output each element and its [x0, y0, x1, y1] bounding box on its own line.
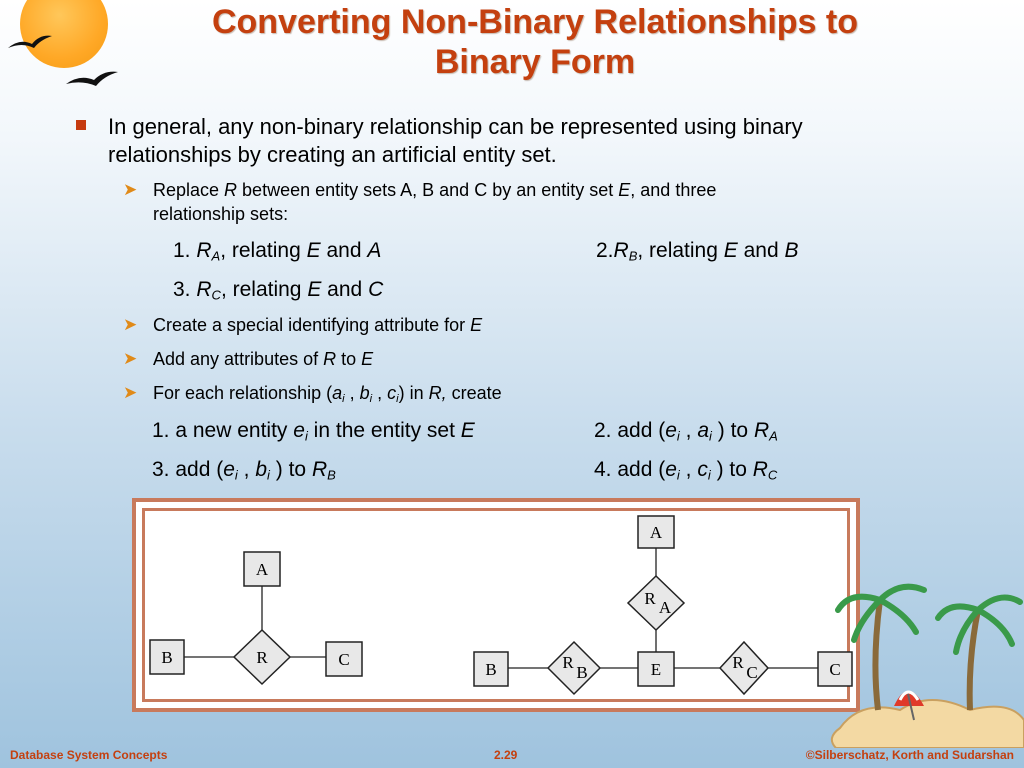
main-bullet-line-1: In general, any non-binary relationship can be represented using binary: [108, 114, 803, 139]
slide-title: [150, 2, 920, 82]
left-entity-a: [244, 552, 280, 586]
rel3-sub: C: [211, 287, 221, 303]
step2-pre: 2. add (: [594, 419, 666, 442]
identifying-text: Create a special identifying attribute for: [153, 315, 471, 335]
rel1-num: 1.: [173, 239, 197, 262]
rel1-and: and: [320, 239, 368, 262]
right-entity-c-label: C: [829, 660, 841, 679]
rel3-e: E: [307, 278, 322, 301]
each-sep2: ,: [372, 383, 388, 403]
attrs-pre: Add any attributes of: [153, 349, 324, 369]
right-entity-b: [474, 652, 508, 686]
step4-i1: i: [676, 467, 680, 483]
step-1: [152, 419, 475, 443]
rel3-and: and: [321, 278, 369, 301]
rel2-r: R: [613, 239, 629, 262]
replace-r: R: [224, 180, 238, 200]
each-i2: i: [369, 392, 373, 405]
rb-label: R: [562, 653, 574, 672]
rel1-e: E: [306, 239, 321, 262]
replace-e: E: [618, 180, 631, 200]
step4-pre: 4. add (: [594, 458, 666, 481]
step2-a: a: [697, 419, 710, 442]
step1-E: E: [460, 419, 475, 442]
step4-r: R: [752, 458, 768, 481]
arrow-bullet-icon: ➤: [123, 315, 138, 334]
arrow-bullet-icon: ➤: [123, 349, 138, 368]
step3-e: e: [223, 458, 235, 481]
right-entity-a-label: A: [649, 523, 663, 542]
step2-sub: A: [769, 428, 778, 444]
step4-i2: i: [707, 467, 711, 483]
right-entity-e-label: E: [650, 660, 662, 679]
replace-pre: Replace: [153, 180, 225, 200]
each-a: a: [332, 383, 343, 403]
arrow-bullet-icon: ➤: [123, 180, 138, 199]
replace-post: , and three: [630, 180, 717, 200]
relationship-set-1: [173, 239, 381, 263]
rc-label: R: [732, 653, 744, 672]
each-pre: For each relationship (: [153, 383, 333, 403]
step-4: [594, 458, 777, 482]
each-post: create: [446, 383, 502, 403]
rel1-mid: , relating: [220, 239, 307, 262]
rc-sub-label: C: [746, 663, 758, 682]
attrs-mid: to: [336, 349, 362, 369]
step3-pre: 3. add (: [152, 458, 224, 481]
right-relationship-rb: [548, 642, 600, 694]
each-b: b: [359, 383, 370, 403]
right-entity-e: [638, 652, 674, 686]
footer-copyright: ©Silberschatz, Korth and Sudarshan: [805, 748, 1014, 762]
relationship-set-3: [173, 278, 383, 302]
right-relationship-ra: [628, 576, 684, 630]
left-entity-c: [326, 642, 362, 676]
step2-sep: ,: [679, 419, 698, 442]
right-entity-b-label: B: [485, 660, 497, 679]
identifying-e: E: [470, 315, 483, 335]
attrs-e: E: [361, 349, 374, 369]
step4-c: c: [697, 458, 708, 481]
left-entity-a-label: A: [255, 560, 269, 579]
step4-sep: ,: [679, 458, 698, 481]
each-i1: i: [342, 392, 345, 405]
footer-page-number: 2.29: [494, 748, 518, 762]
rel1-r: R: [196, 239, 212, 262]
arrow-bullet-icon: ➤: [123, 383, 138, 402]
step-2: [594, 419, 778, 443]
step3-sep: ,: [237, 458, 256, 481]
step3-b: b: [255, 458, 268, 481]
step3-i2: i: [267, 467, 270, 483]
ra-label: R: [644, 589, 656, 608]
each-sep1: ,: [344, 383, 360, 403]
right-relationship-rc: [720, 642, 768, 694]
step3-sub: B: [327, 467, 336, 483]
rel3-r: R: [196, 278, 212, 301]
title-line-1: Converting Non-Binary Relationships to: [211, 3, 859, 41]
rel2-sub: B: [628, 248, 638, 264]
rel1-sub: A: [211, 248, 221, 264]
rel2-and: and: [737, 239, 785, 262]
step4-e: e: [665, 458, 677, 481]
rel1-x: A: [367, 239, 382, 262]
rel2-num: 2.: [596, 239, 614, 262]
attrs-r: R: [323, 349, 337, 369]
left-entity-c-label: C: [338, 650, 350, 669]
step-3: [152, 458, 336, 482]
step3-close: ) to: [269, 458, 312, 481]
replace-line-2: relationship sets:: [153, 204, 289, 224]
er-diagram-figure: [132, 498, 860, 712]
ra-sub-label: A: [658, 598, 672, 617]
step1-i: i: [304, 428, 308, 444]
er-diagram-svg: [136, 502, 856, 708]
step2-i1: i: [676, 428, 680, 444]
left-relationship-r: [234, 630, 290, 684]
bird-icon: [0, 30, 130, 100]
rel2-e: E: [723, 239, 738, 262]
step4-close: ) to: [710, 458, 753, 481]
step2-close: ) to: [711, 419, 754, 442]
each-i3: i: [396, 392, 399, 405]
footer-left: Database System Concepts: [10, 748, 168, 762]
step3-i1: i: [234, 467, 238, 483]
main-bullet-line-2: relationships by creating an artificial entity set.: [108, 142, 557, 167]
step4-sub: C: [767, 467, 778, 483]
rb-sub-label: B: [576, 663, 588, 682]
left-relationship-r-label: R: [256, 648, 268, 667]
main-bullet: [108, 113, 968, 169]
replace-mid: between entity sets A, B and C by an entity set: [237, 180, 619, 200]
left-entity-b-label: B: [161, 648, 173, 667]
relationship-set-2: [596, 239, 799, 263]
step3-r: R: [311, 458, 328, 481]
rel3-x: C: [368, 278, 384, 301]
step2-i2: i: [709, 428, 712, 444]
title-line-2: Binary Form: [434, 43, 636, 81]
left-entity-b: [150, 640, 184, 674]
each-close: ) in: [398, 383, 429, 403]
step1-pre: 1. a new entity: [152, 419, 294, 442]
rel3-num: 3.: [173, 278, 197, 301]
step2-r: R: [753, 419, 770, 442]
step1-mid: in the entity set: [307, 419, 461, 442]
step2-e: e: [665, 419, 677, 442]
each-c: c: [387, 383, 397, 403]
right-entity-a: [638, 516, 674, 548]
palm-island-icon: [820, 560, 1024, 748]
rel2-x: B: [784, 239, 799, 262]
each-r: R,: [428, 383, 447, 403]
rel2-mid: , relating: [637, 239, 724, 262]
rel3-mid: , relating: [220, 278, 308, 301]
step1-e: e: [293, 419, 305, 442]
